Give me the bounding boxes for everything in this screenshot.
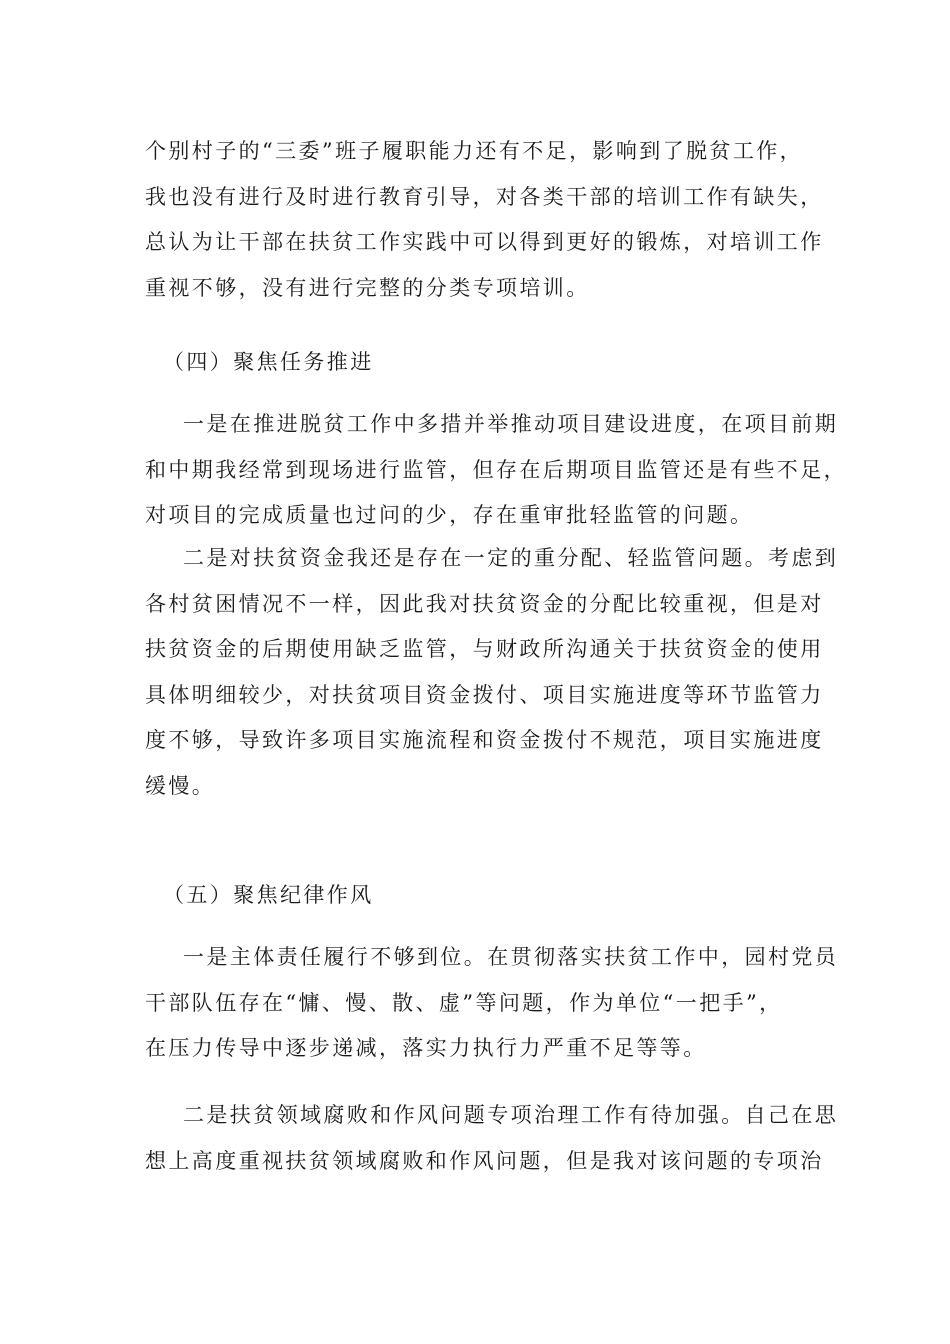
paragraph-project-supervision bbox=[145, 402, 847, 539]
paragraph-fund-supervision bbox=[145, 536, 839, 809]
paragraph-continued bbox=[145, 129, 825, 311]
heading-text: （五）聚焦纪律作风 bbox=[163, 883, 374, 907]
paragraph-responsibility bbox=[145, 935, 839, 1072]
text-line: 缓慢。 bbox=[145, 773, 216, 798]
text-line: 个别村子的“三委”班子履职能力还有不足，影响到了脱贫工作， bbox=[145, 139, 804, 163]
text-line: 一是在推进脱贫工作中多措并举推动项目建设进度，在项目前期 bbox=[183, 412, 839, 436]
text-line: 具体明细较少，对扶贫项目资金拨付、项目实施进度等环节监管力 bbox=[145, 682, 824, 707]
text-line: 和中期我经常到现场进行监管，但存在后期项目监管还是有些不足， bbox=[145, 457, 847, 482]
text-line: 度不够，导致许多项目实施流程和资金拨付不规范，项目实施进度 bbox=[145, 728, 824, 752]
heading-text: （四）聚焦任务推进 bbox=[163, 350, 374, 374]
text-line: 一是主体责任履行不够到位。在贯彻落实扶贫工作中，园村党员 bbox=[183, 945, 839, 969]
text-line: 二是对扶贫资金我还是存在一定的重分配、轻监管问题。考虑到 bbox=[183, 546, 839, 570]
section-heading-5 bbox=[145, 873, 825, 919]
text-line: 二是扶贫领域腐败和作风问题专项治理工作有待加强。自己在思 bbox=[183, 1103, 839, 1127]
text-line: 干部队伍存在“慵、慢、散、虚”等问题，作为单位“一把手”， bbox=[145, 990, 783, 1015]
text-line: 总认为让干部在扶贫工作实践中可以得到更好的锻炼，对培训工作 bbox=[145, 230, 824, 254]
section-heading-4 bbox=[145, 340, 825, 386]
text-line: 各村贫困情况不一样，因此我对扶贫资金的分配比较重视，但是对 bbox=[145, 591, 824, 616]
text-line: 想上高度重视扶贫领域腐败和作风问题，但是我对该问题的专项治 bbox=[145, 1148, 824, 1173]
text-line: 对项目的完成质量也过问的少，存在重审批轻监管的问题。 bbox=[145, 503, 754, 527]
text-line: 重视不够，没有进行完整的分类专项培训。 bbox=[145, 275, 590, 300]
text-line: 我也没有进行及时进行教育引导，对各类干部的培训工作有缺失， bbox=[145, 184, 824, 209]
text-line: 在压力传导中逐步递减，落实力执行力严重不足等等。 bbox=[145, 1036, 707, 1060]
paragraph-corruption-governance bbox=[145, 1093, 839, 1184]
text-line: 扶贫资金的后期使用缺乏监管，与财政所沟通关于扶贫资金的使用 bbox=[145, 637, 824, 661]
